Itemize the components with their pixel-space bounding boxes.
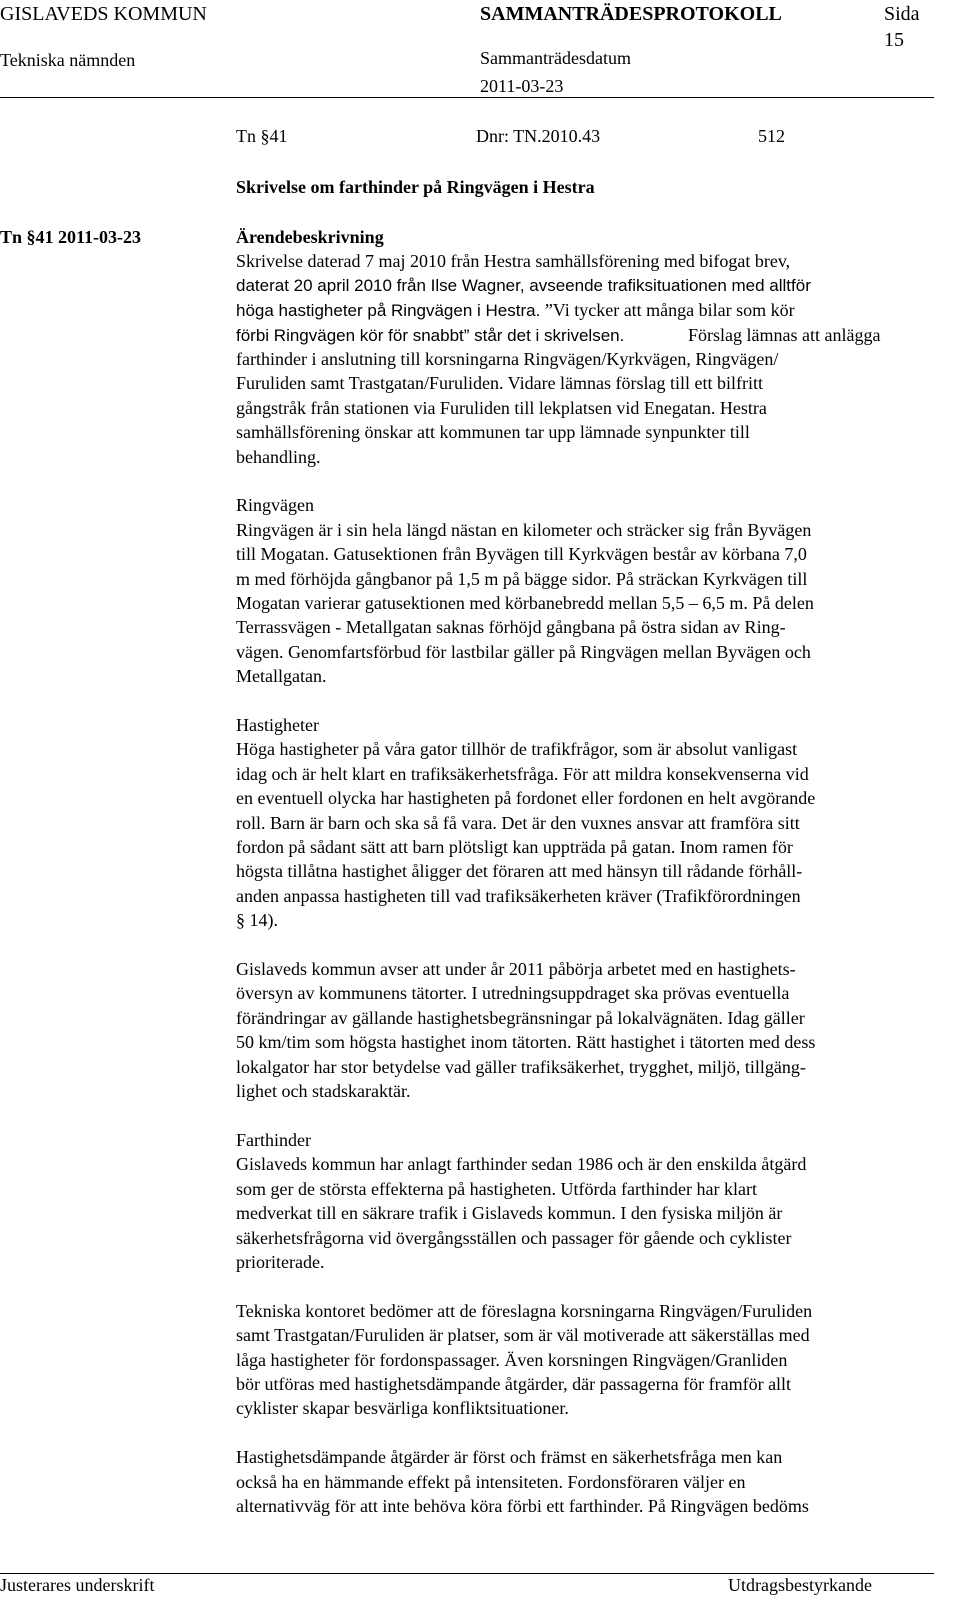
- bedomning-line: Tekniska kontoret bedömer att de föreslagna korsningarna Ringvägen/Furuliden: [236, 1300, 813, 1321]
- bedomning-line: låga hastigheter för fordonspassager. Även korsningen Ringvägen/Granliden: [236, 1349, 788, 1370]
- arende-heading: Ärendebeskrivning: [236, 227, 384, 247]
- arende-line: Furuliden samt Trastgatan/Furuliden. Vidare lämnas förslag till ett bilfritt: [236, 373, 764, 394]
- case-title: Skrivelse om farthinder på Ringvägen i Hestra: [236, 177, 595, 197]
- oversyn-line: förändringar av gällande hastighetsbegränsningar på lokalvägnäten. Idag gäller: [236, 1007, 805, 1028]
- ringvagen-heading: Ringvägen: [236, 495, 314, 516]
- arende-line: Skrivelse daterad 7 maj 2010 från Hestra samhällsförening med bifogat brev,: [236, 251, 791, 272]
- hastigheter-line: fordon på sådant sätt att barn plötsligt kan uppträda på gatan. Inom ramen för: [236, 837, 793, 858]
- committee-name: Tekniska nämnden: [0, 50, 136, 70]
- hastigheter-line: anden anpassa hastigheten till vad trafiksäkerheten kräver (Trafikförordningen: [236, 885, 801, 906]
- hastigheter-line: Höga hastigheter på våra gator tillhör de trafikfrågor, som är absolut vanligast: [236, 739, 798, 760]
- hastigheter-line: högsta tillåtna hastighet åligger det föraren att med hänsyn till rådande förhåll-: [236, 861, 803, 882]
- farthinder-line: prioriterade.: [236, 1251, 325, 1272]
- hastigheter-line: roll. Barn är barn och ska så få vara. Det är den vuxnes ansvar att framföra sitt: [236, 812, 800, 833]
- farthinder-line: som ger de största effekterna på hastigheten. Utförda farthinder har klart: [236, 1178, 757, 1199]
- arende-line: behandling.: [236, 446, 321, 467]
- hastigheter-heading: Hastigheter: [236, 715, 319, 736]
- arende-line: Förslag lämnas att anlägga: [688, 324, 881, 345]
- margin-note: Tn §41 2011-03-23: [0, 227, 142, 247]
- arende-line: gångstråk från stationen via Furuliden till lekplatsen vid Enegatan. Hestra: [236, 397, 767, 418]
- farthinder-line: säkerhetsfrågorna vid övergångsställen och passager för gående och cyklister: [236, 1227, 792, 1248]
- ringvagen-line: m med förhöjda gångbanor på 1,5 m på bägge sidor. På sträckan Kyrkvägen till: [236, 568, 808, 589]
- bedomning-line: bör utföras med hastighetsdämpande åtgärder, där passagerna för framför allt: [236, 1373, 792, 1394]
- oversyn-line: Gislaveds kommun avser att under år 2011 påbörja arbetet med en hastighets-: [236, 959, 796, 980]
- case-code: 512: [758, 126, 785, 146]
- case-dnr: Dnr: TN.2010.43: [476, 126, 601, 146]
- ringvagen-line: Mogatan varierar gatusektionen med körbanebredd mellan 5,5 – 6,5 m. På delen: [236, 593, 814, 614]
- arende-line: höga hastigheter på Ringvägen i Hestra. ”Vi tycker att många bilar som kör: [236, 300, 795, 321]
- document-type: SAMMANTRÄDESPROTOKOLL: [480, 3, 782, 25]
- oversyn-line: lighet och stadskaraktär.: [236, 1081, 411, 1102]
- date-label: Sammanträdesdatum: [480, 48, 631, 68]
- ringvagen-line: Ringvägen är i sin hela längd nästan en kilometer och sträcker sig från Byvägen: [236, 519, 812, 540]
- footer-certification-label: Utdragsbestyrkande: [728, 1575, 872, 1595]
- ringvagen-line: till Mogatan. Gatusektionen från Byvägen till Kyrkvägen består av körbana 7,0: [236, 544, 807, 565]
- oversyn-line: översyn av kommunens tätorter. I utredningsuppdraget ska prövas eventuella: [236, 983, 790, 1004]
- atgarder-line: också ha en hämmande effekt på intensiteten. Fordonsföraren väljer en: [236, 1471, 746, 1492]
- page-label: Sida: [884, 3, 920, 25]
- arende-line: förbi Ringvägen kör för snabbt” står det i skrivelsen.: [236, 325, 625, 345]
- case-paragraph: Tn §41: [236, 126, 288, 146]
- oversyn-line: lokalgator har stor betydelse vad gäller trafiksäkerhet, trygghet, miljö, tillgäng-: [236, 1056, 806, 1077]
- arende-line: farthinder i anslutning till korsningarna Ringvägen/Kyrkvägen, Ringvägen/: [236, 348, 779, 369]
- page-number: 15: [884, 29, 904, 51]
- header-rule: [0, 97, 934, 98]
- org-name: GISLAVEDS KOMMUN: [0, 3, 207, 25]
- farthinder-line: medverkat till en säkrare trafik i Gislaveds kommun. I den fysiska miljön är: [236, 1203, 783, 1224]
- meeting-date: 2011-03-23: [480, 76, 564, 96]
- atgarder-line: alternativväg för att inte behöva köra förbi ett farthinder. På Ringvägen bedöms: [236, 1495, 809, 1516]
- hastigheter-line: § 14).: [236, 910, 278, 931]
- farthinder-heading: Farthinder: [236, 1129, 311, 1150]
- arende-line: daterat 20 april 2010 från Ilse Wagner, avseende trafiksituationen med alltför: [236, 275, 811, 295]
- bedomning-line: samt Trastgatan/Furuliden är platser, som är väl motiverade att säkerställas med: [236, 1325, 810, 1346]
- oversyn-line: 50 km/tim som högsta hastighet inom tätorten. Rätt hastighet i tätorten med dess: [236, 1032, 816, 1053]
- ringvagen-line: Terrassvägen - Metallgatan saknas förhöjd gångbana på östra sidan av Ring-: [236, 617, 786, 638]
- footer-signature-label: Justerares underskrift: [0, 1575, 155, 1595]
- case-body-text: [236, 225, 934, 1518]
- ringvagen-line: vägen. Genomfartsförbud för lastbilar gäller på Ringvägen mellan Byvägen och: [236, 641, 811, 662]
- bedomning-line: cyklister skapar besvärliga konfliktsituationer.: [236, 1398, 569, 1419]
- ringvagen-line: Metallgatan.: [236, 666, 327, 687]
- hastigheter-line: en eventuell olycka har hastigheten på fordonet eller fordonen en helt avgörande: [236, 788, 816, 809]
- atgarder-line: Hastighetsdämpande åtgärder är först och främst en säkerhetsfråga men kan: [236, 1447, 783, 1468]
- farthinder-line: Gislaveds kommun har anlagt farthinder sedan 1986 och är den enskilda åtgärd: [236, 1154, 807, 1175]
- arende-line: samhällsförening önskar att kommunen tar upp lämnade synpunkter till: [236, 422, 750, 443]
- hastigheter-line: idag och är helt klart en trafiksäkerhetsfråga. För att mildra konsekvenserna vid: [236, 763, 809, 784]
